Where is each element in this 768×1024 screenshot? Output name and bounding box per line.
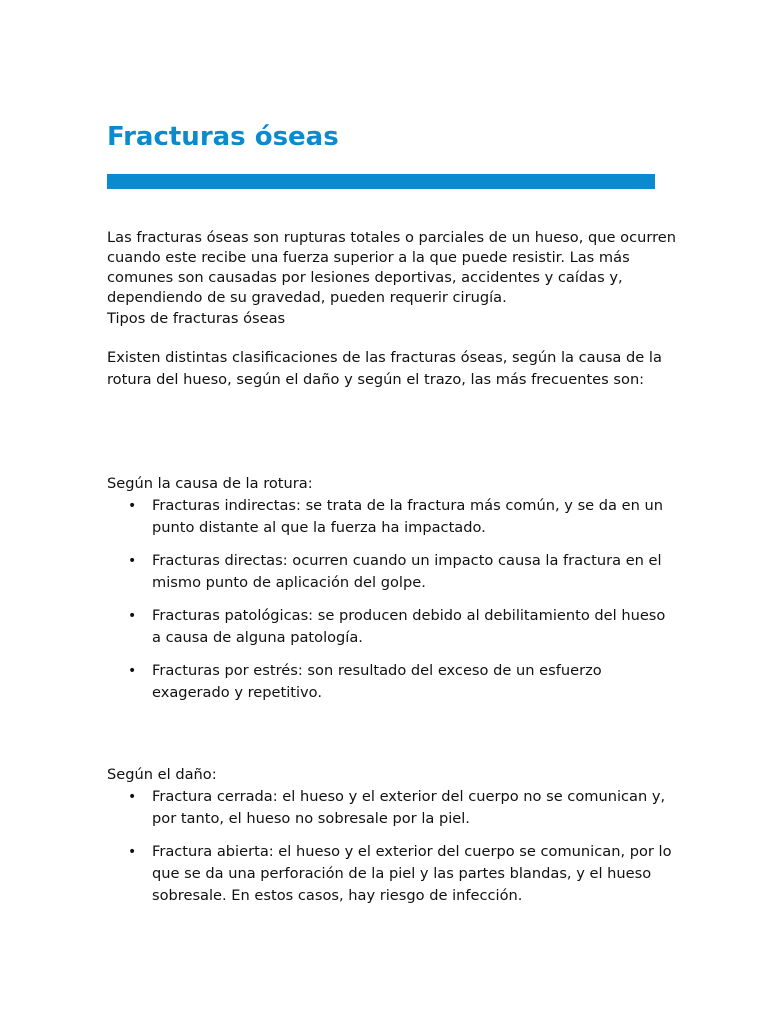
section-label-damage: Según el daño: (107, 766, 217, 783)
intro-paragraph: Las fracturas óseas son rupturas totales o parciales de un hueso, que ocurren cuando este recibe una fuerza superior a la que puede resistir. Las más comunes son causadas por lesiones deportivas, accidentes y caídas y, dependiendo de su gravedad, pueden requerir cirugía. (107, 229, 676, 306)
list-item (107, 841, 672, 907)
list-item-text: Fracturas indirectas: se trata de la fractura más común, y se da en un punto distante al que la fuerza ha impactado. (152, 497, 664, 536)
bullet-list-cause (107, 495, 672, 715)
list-item-text: Fracturas directas: ocurren cuando un impacto causa la fractura en el mismo punto de aplicación del golpe. (152, 552, 662, 591)
bullet-icon: • (128, 844, 137, 860)
list-item-text: Fracturas patológicas: se producen debido al debilitamiento del hueso a causa de alguna patología. (152, 607, 666, 646)
section-label-cause: Según la causa de la rotura: (107, 475, 313, 492)
bullet-icon: • (128, 608, 137, 624)
classification-paragraph: Existen distintas clasificaciones de las fracturas óseas, según la causa de la rotura del hueso, según el daño y según el trazo, las más frecuentes son: (107, 349, 662, 388)
list-item (107, 550, 672, 594)
document-title: Fracturas óseas (107, 122, 339, 152)
list-item-text: Fractura cerrada: el hueso y el exterior del cuerpo no se comunican y, por tanto, el hueso no sobresale por la piel. (152, 788, 666, 827)
bullet-icon: • (128, 663, 137, 679)
list-item-text: Fracturas por estrés: son resultado del exceso de un esfuerzo exagerado y repetitivo. (152, 662, 602, 701)
list-item (107, 495, 672, 539)
list-item (107, 605, 672, 649)
list-item (107, 660, 672, 704)
bullet-list-damage (107, 786, 672, 918)
subheading: Tipos de fracturas óseas (107, 310, 286, 327)
bullet-icon: • (128, 553, 137, 569)
title-underline-bar (107, 174, 655, 189)
bullet-icon: • (128, 498, 137, 514)
list-item (107, 786, 672, 830)
list-item-text: Fractura abierta: el hueso y el exterior del cuerpo se comunican, por lo que se da una perforación de la piel y las partes blandas, y el hueso sobresale. En estos casos, hay riesgo de infección. (152, 843, 672, 904)
bullet-icon: • (128, 789, 137, 805)
